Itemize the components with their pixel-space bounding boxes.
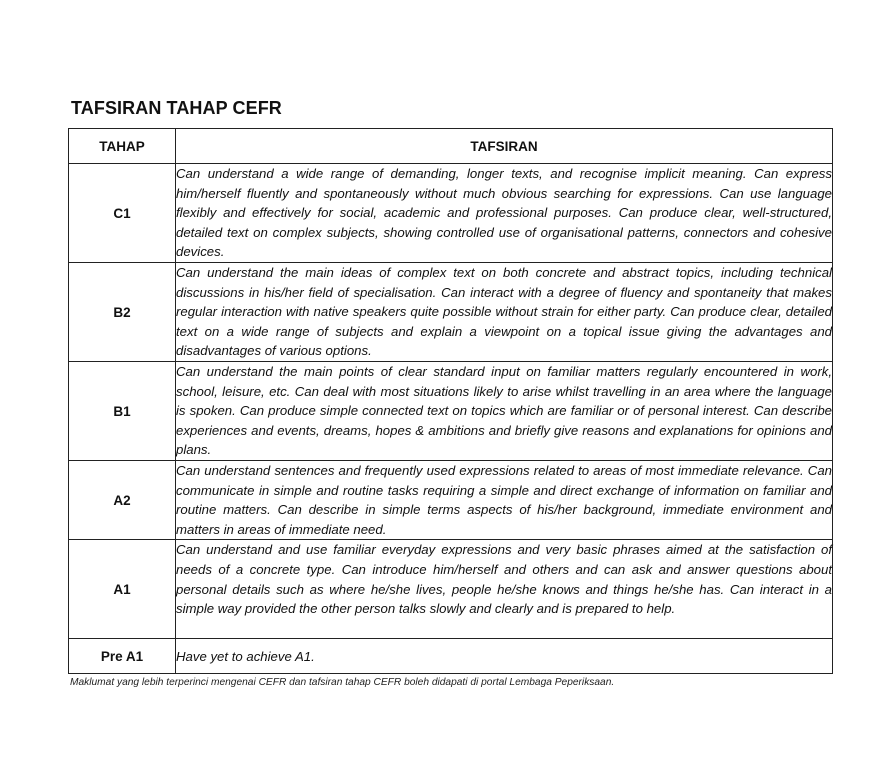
level-cell: B1 [69, 362, 176, 461]
level-cell: Pre A1 [69, 639, 176, 674]
header-tafsiran: TAFSIRAN [176, 129, 833, 164]
description-cell: Can understand the main points of clear standard input on familiar matters regularly encountered in work, school, leisure, etc. Can deal with most situations likely to arise whilst travelling in an area where the language is spoken. Can produce simple connected text on topics which are familiar or of personal interest. Can describe experiences and events, dreams, hopes & ambitions and briefly give reasons and explanations for opinions and plans. [176, 362, 833, 461]
cefr-table [68, 128, 833, 674]
table-row [69, 461, 833, 540]
table-header-row [69, 129, 833, 164]
description-cell: Can understand the main ideas of complex text on both concrete and abstract topics, including technical discussions in his/her field of specialisation. Can interact with a degree of fluency and spontaneity that makes regular interaction with native speakers quite possible without strain for either party. Can produce clear, detailed text on a wide range of subjects and explain a viewpoint on a topical issue giving the advantages and disadvantages of various options. [176, 263, 833, 362]
description-cell: Can understand a wide range of demanding, longer texts, and recognise implicit meaning. Can express him/herself fluently and spontaneously without much obvious searching for expressions. Can use language flexibly and effectively for social, academic and professional purposes. Can produce clear, well-structured, detailed text on complex subjects, showing controlled use of organisational patterns, connectors and cohesive devices. [176, 164, 833, 263]
description-cell: Can understand sentences and frequently used expressions related to areas of most immediate relevance. Can communicate in simple and routine tasks requiring a simple and direct exchange of information on familiar and routine matters. Can describe in simple terms aspects of his/her background, immediate environment and matters in areas of immediate need. [176, 461, 833, 540]
description-cell: Can understand and use familiar everyday expressions and very basic phrases aimed at the satisfaction of needs of a concrete type. Can introduce him/herself and others and can ask and answer questions about personal details such as where he/she lives, people he/she knows and things he/she has. Can interact in a simple way provided the other person talks slowly and clearly and is prepared to help. [176, 540, 833, 639]
page-title: TAFSIRAN TAHAP CEFR [71, 98, 282, 118]
header-tahap: TAHAP [69, 129, 176, 164]
table-row [69, 263, 833, 362]
table-row [69, 639, 833, 674]
level-cell: A2 [69, 461, 176, 540]
table-row [69, 164, 833, 263]
table-row [69, 540, 833, 639]
description-cell: Have yet to achieve A1. [176, 639, 833, 674]
level-cell: B2 [69, 263, 176, 362]
table-row [69, 362, 833, 461]
level-cell: C1 [69, 164, 176, 263]
level-cell: A1 [69, 540, 176, 639]
footnote: Maklumat yang lebih terperinci mengenai CEFR dan tafsiran tahap CEFR boleh didapati di portal Lembaga Peperiksaan. [70, 677, 615, 688]
